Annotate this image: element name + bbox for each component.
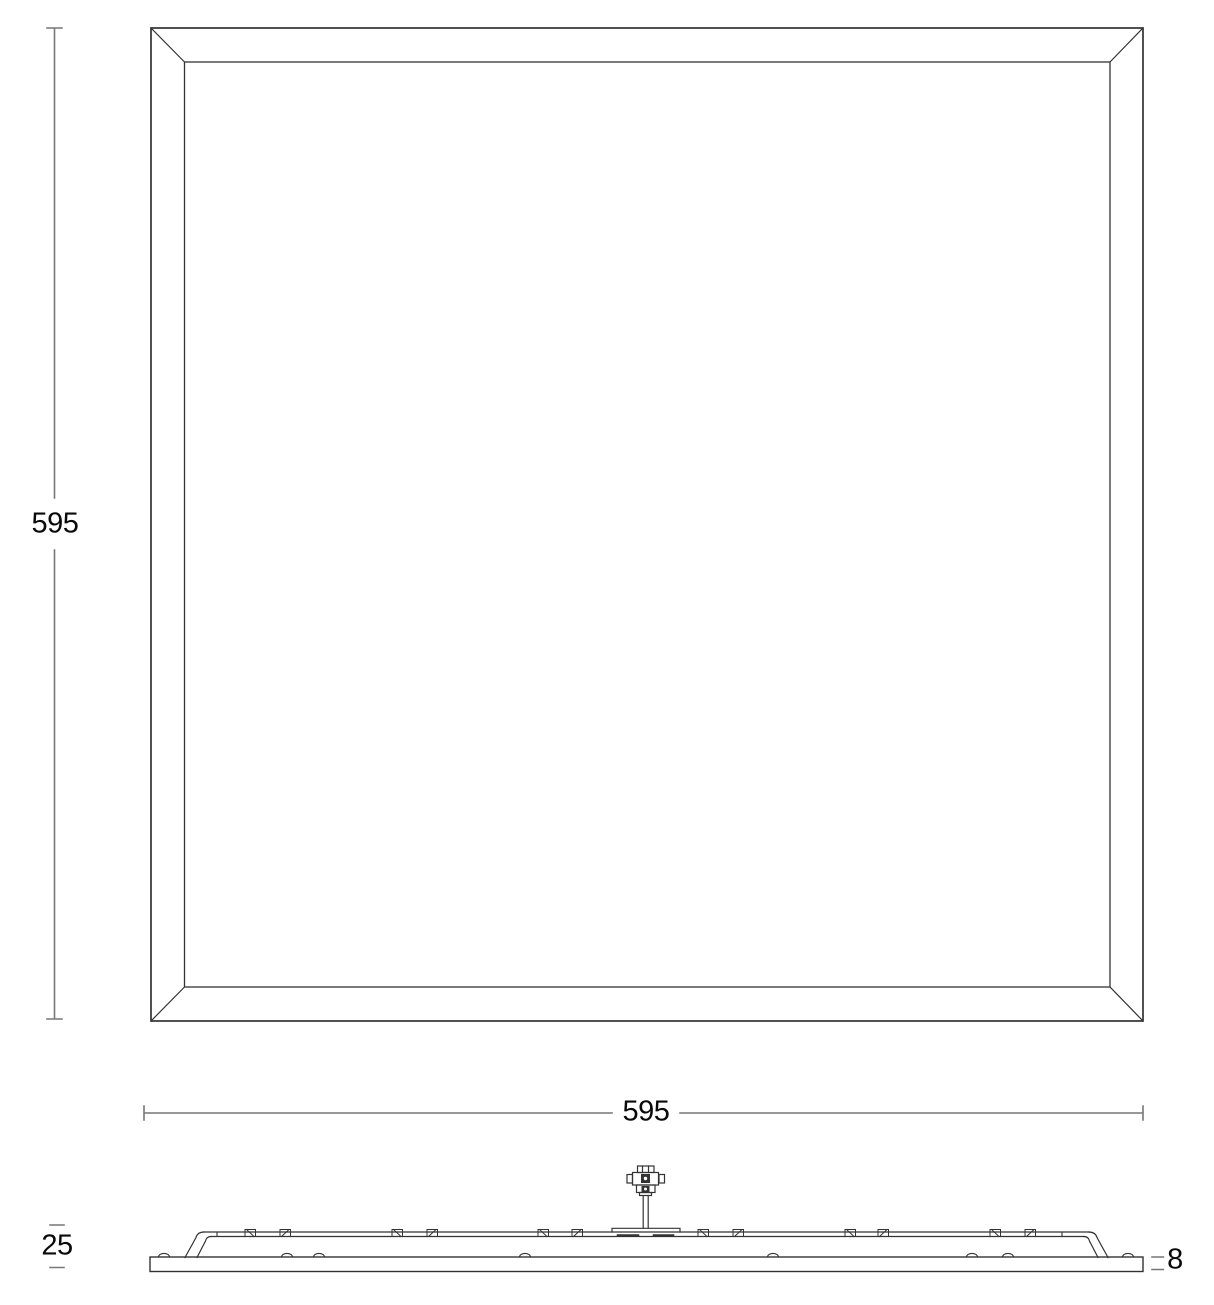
side-view-clip-marks	[245, 1230, 1036, 1237]
connector-upper-pin	[644, 1177, 647, 1180]
connector-left-ear	[627, 1175, 633, 1184]
connector-lower-pin	[644, 1188, 647, 1191]
connector-top-cap	[638, 1166, 655, 1173]
front-height-dim-label: 595	[29, 509, 82, 540]
side-view-surface-ticks	[217, 1232, 1062, 1237]
suspension-connector	[627, 1166, 665, 1228]
connector-neck	[640, 1193, 652, 1196]
front-view-inner-frame	[185, 62, 1111, 987]
side-view-top-surface	[204, 1232, 1089, 1237]
front-view	[151, 28, 1143, 1021]
base-thickness-dim-label: 8	[1164, 1245, 1186, 1276]
front-view-outer-frame	[151, 28, 1143, 1021]
dimension-lines	[47, 28, 1166, 1270]
side-height-dim-label: 25	[38, 1231, 75, 1262]
connector-top-cap-hatch	[643, 1166, 649, 1173]
side-view-bottom-flange	[150, 1257, 1143, 1272]
front-view-miter-corners	[151, 28, 1143, 1021]
side-width-dim-label: 595	[620, 1097, 673, 1128]
side-view	[150, 1166, 1143, 1272]
connector-right-ear	[659, 1175, 665, 1184]
connector-stem	[643, 1196, 648, 1228]
